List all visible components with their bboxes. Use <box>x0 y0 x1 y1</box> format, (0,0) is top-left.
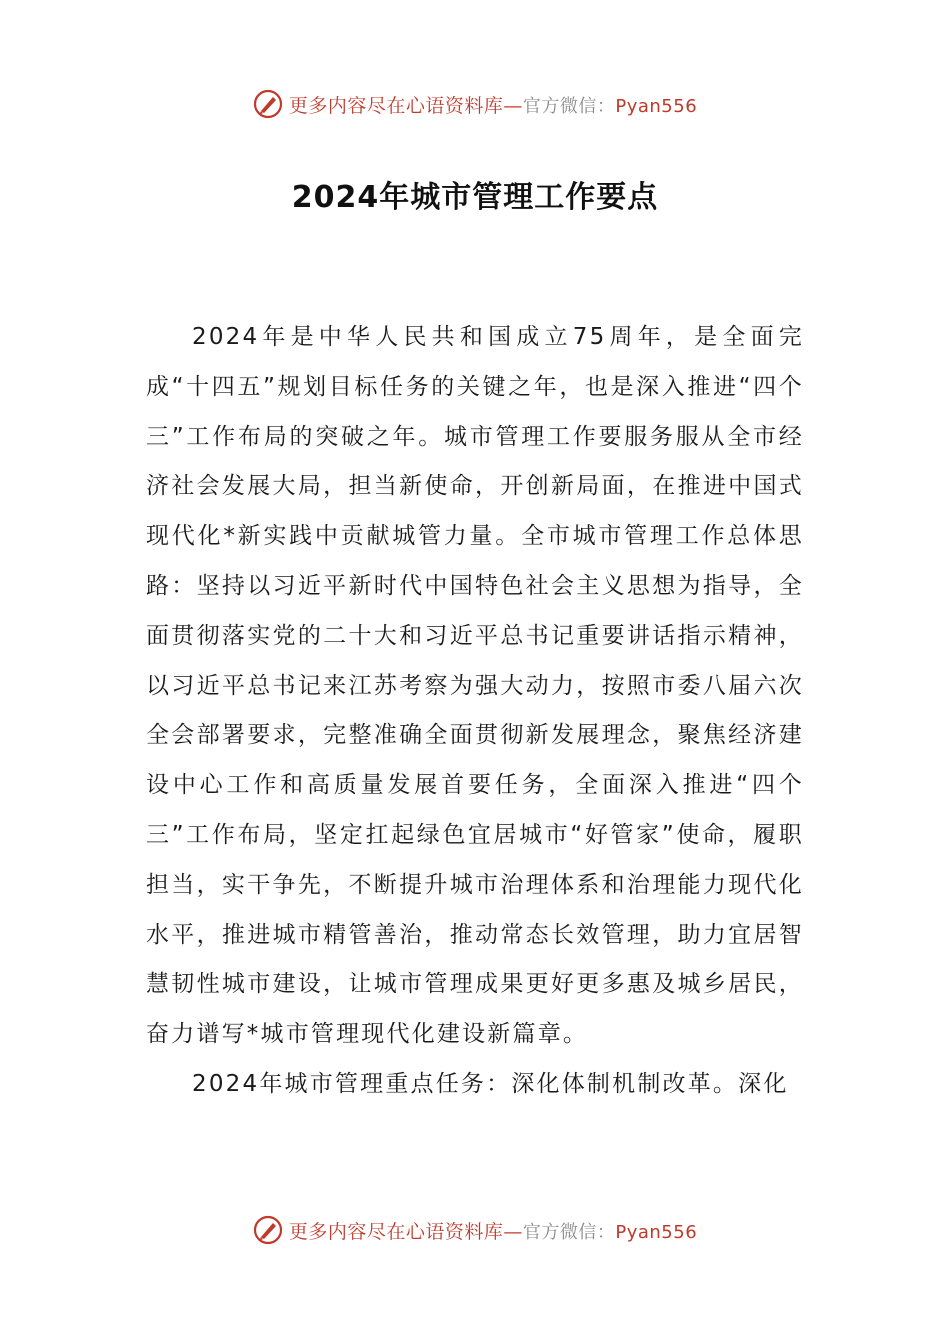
watermark-wechat-label: 官方微信： <box>522 95 616 117</box>
paragraph-2: 2024年城市管理重点任务：深化体制机制改革。深化 <box>192 1070 789 1097</box>
watermark-banner-top <box>0 84 950 124</box>
document-body <box>146 313 804 1110</box>
watermark-wechat-label: 官方微信： <box>522 1221 616 1243</box>
watermark-site-text: 更多内容尽在心语资料库— <box>288 94 523 117</box>
watermark-banner-bottom <box>0 1210 950 1250</box>
watermark-wechat-id: Pyan556 <box>615 95 698 117</box>
pen-logo-icon <box>253 1215 283 1245</box>
paragraph-1: 2024年是中华人民共和国成立75周年，是全面完成“十四五”规划目标任务的关键之年，也是深入推进“四个三”工作布局的突破之年。城市管理工作要服务服从全市经济社会发展大局，担当新使命，开创新局面，在推进中国式现代化*新实践中贡献城管力量。全市城市管理工作总体思路：坚持以习近平新时代中国特色社会主义思想为指导，全面贯彻落实党的二十大和习近平总书记重要讲话指示精神，以习近平总书记来江苏考察为强大动力，按照市委八届六次全会部署要求，完整准确全面贯彻新发展理念，聚焦经济建设中心工作和高质量发展首要任务，全面深入推进“四个三”工作布局，坚定扛起绿色宜居城市“好管家”使命，履职担当，实干争先，不断提升城市治理体系和治理能力现代化水平，推进城市精管善治，推动常态长效管理，助力宜居智慧韧性城市建设，让城市管理成果更好更多惠及城乡居民，奋力谱写*城市管理现代化建设新篇章。 <box>146 324 804 1048</box>
pen-logo-icon <box>253 89 283 119</box>
watermark-wechat-id: Pyan556 <box>615 1221 698 1243</box>
watermark-text <box>289 1217 697 1244</box>
watermark-text <box>289 91 697 118</box>
document-title: 2024年城市管理工作要点 <box>291 180 659 215</box>
watermark-site-text: 更多内容尽在心语资料库— <box>288 1220 523 1243</box>
